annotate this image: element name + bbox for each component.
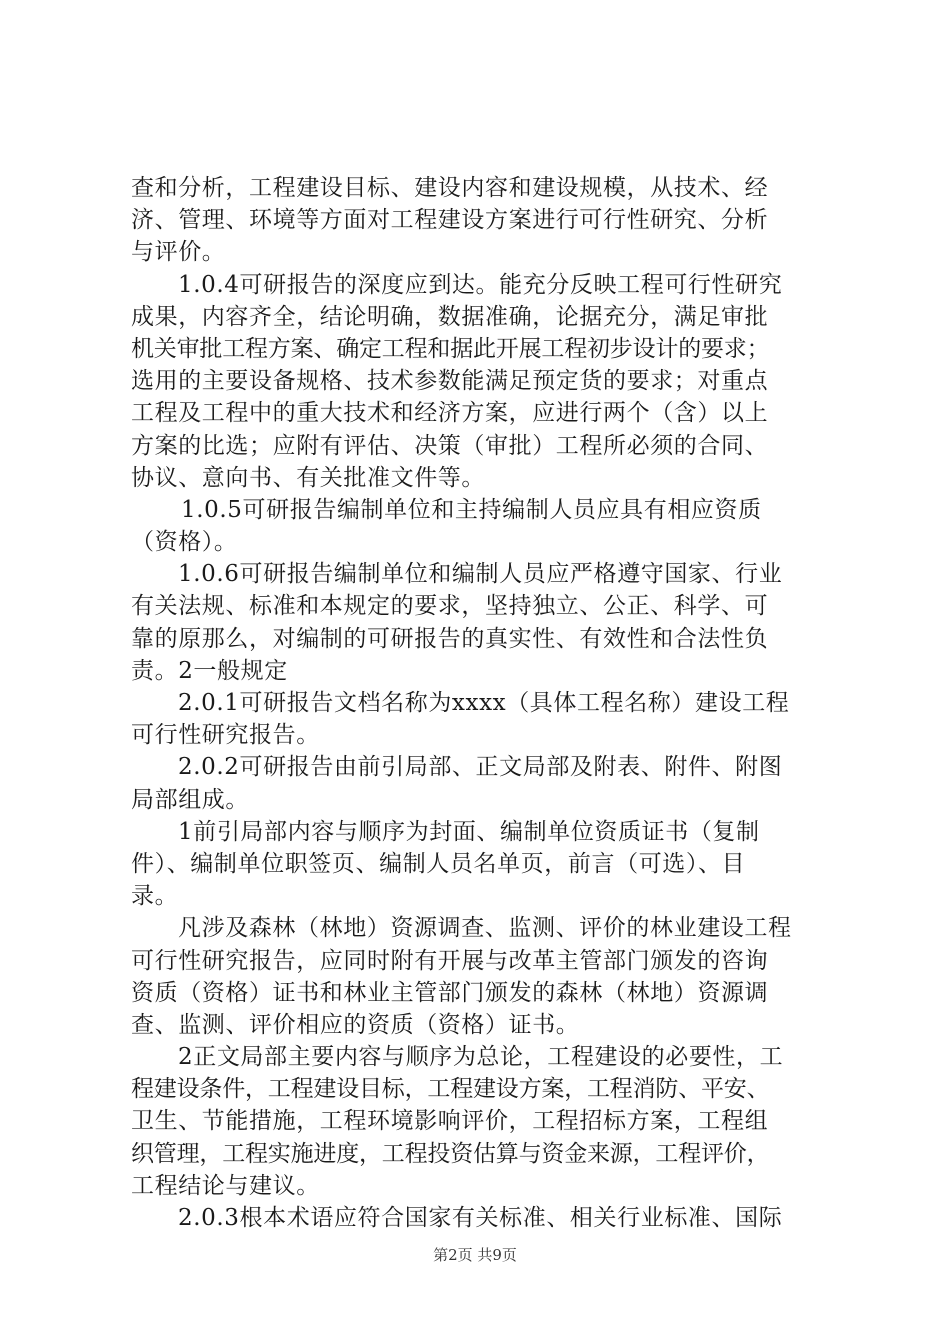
text-line: 2.0.2可研报告由前引局部、正文局部及附表、附件、附图 [178,754,783,781]
text-line: 协议、意向书、有关批准文件等。 [131,464,485,491]
text-line: 1.0.6可研报告编制单位和编制人员应严格遵守国家、行业 [178,561,783,588]
text-line: 2正文局部主要内容与顺序为总论，工程建设的必要性，工 [178,1044,784,1071]
text-line: 资质（资格）证书和林业主管部门颁发的森林（林地）资源调 [131,979,769,1006]
text-line: 济、管理、环境等方面对工程建设方案进行可行性研究、分析 [131,207,769,234]
text-line: 凡涉及森林（林地）资源调查、监测、评价的林业建设工程 [178,915,792,942]
text-line: 1.0.4可研报告的深度应到达。能充分反映工程可行性研究 [178,271,783,298]
text-line: 局部组成。 [131,786,249,813]
text-line: 选用的主要设备规格、技术参数能满足预定货的要求；对重点 [131,368,769,395]
text-line: 可行性研究报告，应同时附有开展与改革主管部门颁发的咨询 [131,947,769,974]
text-line: 责。2一般规定 [131,657,288,684]
text-line: （资格）。 [131,529,238,556]
text-line: 2.0.3根本术语应符合国家有关标准、相关行业标准、国际 [178,1205,783,1231]
text-line: 查和分析，工程建设目标、建设内容和建设规模，从技术、经 [131,175,769,201]
body-text [131,172,831,1234]
text-line: 织管理，工程实施进度，工程投资估算与资金来源，工程评价， [131,1140,770,1167]
text-line: 卫生、节能措施，工程环境影响评价，工程招标方案，工程组 [131,1108,769,1135]
text-line: 成果，内容齐全，结论明确，数据准确，论据充分，满足审批 [131,303,769,330]
text-line: 可行性研究报告。 [131,722,320,749]
text-line: 工程及工程中的重大技术和经济方案，应进行两个（含）以上 [131,400,769,427]
text-line: 工程结论与建议。 [131,1172,320,1199]
text-line: 录。 [131,883,179,910]
text-line: 2.0.1可研报告文档名称为xxxx（具体工程名称）建设工程 [178,690,790,716]
text-line: 靠的原那么，对编制的可研报告的真实性、有效性和合法性负 [131,625,769,652]
text-line: 有关法规、标准和本规定的要求，坚持独立、公正、科学、可 [131,593,769,620]
text-line: 程建设条件，工程建设目标，工程建设方案，工程消防、平安、 [131,1076,770,1103]
text-line: 与评价。 [131,239,226,266]
text-line: 1前引局部内容与顺序为封面、编制单位资质证书（复制 [178,818,760,845]
text-line: 方案的比选；应附有评估、决策（审批）工程所必须的合同、 [131,432,769,459]
text-line: 1.0.5可研报告编制单位和主持编制人员应具有相应资质 [181,496,762,523]
text-line: 件）、编制单位职签页、编制人员名单页，前言（可选）、目 [131,850,746,877]
page-number-footer: 第2页 共9页 [433,1246,517,1264]
text-line: 机关审批工程方案、确定工程和据此开展工程初步设计的要求； [131,335,770,362]
text-line: 查、监测、评价相应的资质（资格）证书。 [131,1011,580,1038]
